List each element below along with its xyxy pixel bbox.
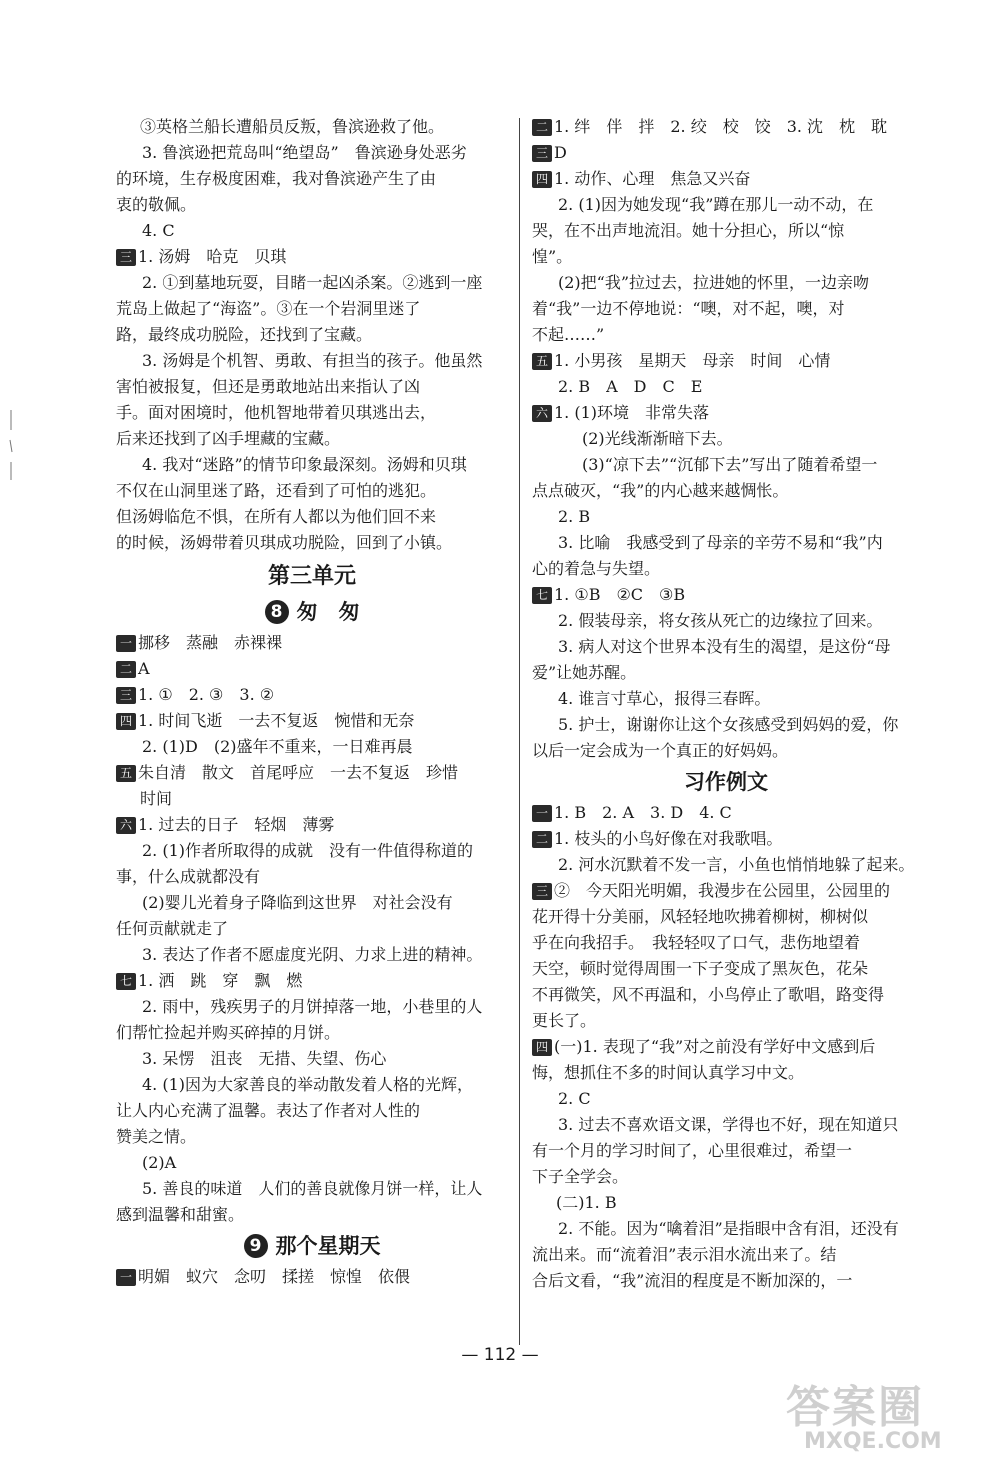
answer-line	[532, 1008, 920, 1034]
lesson-title	[116, 1230, 508, 1262]
answer-line	[116, 708, 508, 734]
question-number-badge: 六	[116, 817, 136, 834]
answer-line	[532, 1268, 920, 1294]
answer-text: 惶”。	[532, 247, 573, 266]
answer-text: 3. 病人对这个世界本没有生的渴望，是这份“母	[558, 637, 891, 656]
section-title: 习作例文	[684, 770, 768, 794]
answer-text: 手。面对困境时，他机智地带着贝琪逃出去，	[116, 403, 437, 422]
answer-line	[116, 916, 508, 942]
answer-line	[116, 400, 508, 426]
answer-text: (二)1. B	[556, 1193, 617, 1212]
watermark-logo	[776, 1371, 976, 1461]
question-number-badge: 七	[532, 587, 552, 604]
answer-line	[532, 452, 920, 478]
answer-line	[532, 244, 920, 270]
answer-text: 1. 动作、心理 焦急又兴奋	[554, 169, 751, 188]
answer-text: 1. 枝头的小鸟好像在对我歌唱。	[554, 829, 783, 848]
answer-line	[532, 686, 920, 712]
answer-text: 悔，想抓住不多的时间认真学习中文。	[532, 1063, 805, 1082]
answer-text: 花开得十分美丽，风轻轻地吹拂着柳树，柳树似	[532, 907, 869, 926]
answer-line	[116, 478, 508, 504]
answer-text: 4. 谁言寸草心，报得三春晖。	[558, 689, 771, 708]
lesson-name: 那个星期天	[275, 1234, 381, 1258]
answer-line	[116, 192, 508, 218]
answer-text: 害怕被报复，但还是勇敢地站出来指认了凶	[116, 377, 421, 396]
answer-text: D	[554, 143, 567, 162]
answer-text: 明媚 蚁穴 念叨 揉搓 惊惶 依偎	[138, 1267, 411, 1286]
answer-line	[532, 296, 920, 322]
question-number-badge: 五	[532, 353, 552, 370]
question-number-badge: 二	[532, 831, 552, 848]
answer-line	[532, 738, 920, 764]
answer-text: 下子全学会。	[532, 1167, 629, 1186]
answer-text: 5. 护士，谢谢你让这个女孩感受到妈妈的爱，你	[558, 715, 899, 734]
answer-line	[532, 982, 920, 1008]
page-number: — 112 —	[461, 1345, 539, 1365]
question-number-badge: 二	[532, 119, 552, 136]
answer-text: 后来还找到了凶手埋藏的宝藏。	[116, 429, 341, 448]
question-number-badge: 三	[532, 145, 552, 162]
answer-text: 着“我”一边不停地说：“噢，对不起，噢，对	[532, 299, 845, 318]
answer-text: 4. (1)因为大家善良的举动散发着人格的光辉，	[142, 1075, 474, 1094]
answer-text: 1. ①B ②C ③B	[554, 585, 686, 604]
answer-text: 朱自清 散文 首尾呼应 一去不复返 珍惜	[138, 763, 459, 782]
answer-line	[532, 1242, 920, 1268]
answer-text: 2. 河水沉默着不发一言，小鱼也悄悄地躲了起来。	[558, 855, 915, 874]
answer-text: 事，什么成就都没有	[116, 867, 261, 886]
answer-line	[532, 114, 920, 140]
question-number-badge: 二	[116, 661, 136, 678]
answer-line	[532, 322, 920, 348]
answer-line	[116, 1098, 508, 1124]
answer-text: 3. 表达了作者不愿虚度光阴、力求上进的精神。	[142, 945, 483, 964]
answer-text: 1. 小男孩 星期天 母亲 时间 心情	[554, 351, 831, 370]
answer-line	[532, 270, 920, 296]
answer-text: 1. 时间飞逝 一去不复返 惋惜和无奈	[138, 711, 415, 730]
question-number-badge: 三	[532, 883, 552, 900]
answer-line	[532, 582, 920, 608]
answer-text: 点点破灭，“我”的内心越来越惆怅。	[532, 481, 789, 500]
answer-text: 荒岛上做起了“海盗”。③在一个岩洞里迷了	[116, 299, 421, 318]
lesson-name: 匆 匆	[296, 600, 360, 624]
answer-line	[532, 478, 920, 504]
answer-line	[116, 452, 508, 478]
watermark-bottom: MXQE.COM	[804, 1429, 942, 1454]
answer-line	[532, 930, 920, 956]
answer-line	[532, 634, 920, 660]
answer-line	[532, 504, 920, 530]
answer-text: 感到温馨和甜蜜。	[116, 1205, 245, 1224]
question-number-badge: 四	[116, 713, 136, 730]
answer-line	[532, 1216, 920, 1242]
answer-text: 1. B 2. A 3. D 4. C	[554, 803, 732, 822]
answer-text: 1. 绊 伴 拌 2. 绞 校 饺 3. 沈 枕 耽	[554, 117, 888, 136]
answer-line	[116, 1124, 508, 1150]
question-number-badge: 四	[532, 171, 552, 188]
lesson-title	[116, 596, 508, 628]
answer-text: 让人内心充满了温馨。表达了作者对人性的	[116, 1101, 421, 1120]
answer-line	[116, 890, 508, 916]
answer-text: 1. 过去的日子 轻烟 薄雾	[138, 815, 335, 834]
answer-text: (2)婴儿光着身子降临到这世界 对社会没有	[142, 893, 453, 912]
answer-text: 心的着急与失望。	[532, 559, 661, 578]
answer-text: (一)1. 表现了“我”对之前没有学好中文感到后	[554, 1037, 876, 1056]
answer-text: 1. ① 2. ③ 3. ②	[138, 685, 275, 704]
question-number-badge: 五	[116, 765, 136, 782]
answer-line	[532, 826, 920, 852]
answer-line	[116, 426, 508, 452]
answer-line	[532, 660, 920, 686]
answer-line	[116, 1046, 508, 1072]
answer-text: 任何贡献就走了	[116, 919, 229, 938]
answer-text: (2)光线渐渐暗下去。	[582, 429, 733, 448]
answer-text: 4. 我对“迷路”的情节印象最深刻。汤姆和贝琪	[142, 455, 467, 474]
answer-line	[532, 1138, 920, 1164]
answer-line	[116, 734, 508, 760]
answer-text: 3. 呆愣 沮丧 无措、失望、伤心	[142, 1049, 387, 1068]
answer-text: 但汤姆临危不惧，在所有人都以为他们回不来	[116, 507, 437, 526]
lesson-number: 9	[244, 1234, 268, 1258]
answer-text: 1. 汤姆 哈克 贝琪	[138, 247, 287, 266]
answer-line	[532, 556, 920, 582]
answer-line	[116, 1020, 508, 1046]
answer-line	[116, 760, 508, 786]
answer-line	[116, 838, 508, 864]
answer-line	[532, 878, 920, 904]
watermark-top: 答案圈	[786, 1382, 924, 1433]
answer-line	[532, 712, 920, 738]
answer-text: 1. 洒 跳 穿 飘 燃	[138, 971, 303, 990]
answer-text: 2. (1)因为她发现“我”蹲在那儿一动不动，在	[558, 195, 874, 214]
answer-line	[116, 348, 508, 374]
answer-line	[532, 800, 920, 826]
answer-line	[116, 942, 508, 968]
answer-line	[532, 1164, 920, 1190]
answer-line	[532, 1060, 920, 1086]
answer-text: 2. ①到墓地玩耍，目睹一起凶杀案。②逃到一座	[142, 273, 483, 292]
answer-text: 更长了。	[532, 1011, 597, 1030]
answer-text: 流出来。而“流着泪”表示泪水流出来了。结	[532, 1245, 837, 1264]
question-number-badge: 三	[116, 249, 136, 266]
answer-text: (2)A	[142, 1153, 177, 1172]
question-number-badge: 六	[532, 405, 552, 422]
right-answer-column	[532, 114, 920, 1294]
answer-text: 5. 善良的味道 人们的善良就像月饼一样，让人	[142, 1179, 483, 1198]
answer-line	[116, 218, 508, 244]
answer-text: 2. (1)D (2)盛年不重来，一日难再晨	[142, 737, 413, 756]
answer-line	[116, 530, 508, 556]
answer-text: 3. 鲁滨逊把荒岛叫“绝望岛” 鲁滨逊身处恶劣	[142, 143, 467, 162]
answer-text: 1. (1)环境 非常失落	[554, 403, 710, 422]
answer-text: 天空，顿时觉得周围一下子变成了黑灰色，花朵	[532, 959, 869, 978]
answer-text: 4. C	[142, 221, 175, 240]
answer-line	[116, 968, 508, 994]
binding-mark	[8, 410, 14, 480]
answer-line	[116, 1150, 508, 1176]
lesson-number: 8	[265, 600, 289, 624]
answer-line	[532, 192, 920, 218]
answer-line	[116, 166, 508, 192]
answer-text: 2. 雨中，残疾男子的月饼掉落一地，小巷里的人	[142, 997, 483, 1016]
answer-line	[532, 1034, 920, 1060]
answer-line	[116, 864, 508, 890]
answer-text: 以后一定会成为一个真正的好妈妈。	[532, 741, 789, 760]
question-number-badge: 一	[116, 1269, 136, 1286]
answer-line	[116, 682, 508, 708]
answer-line	[532, 374, 920, 400]
answer-text: 2. B	[558, 507, 591, 526]
answer-line	[532, 426, 920, 452]
answer-text: A	[138, 659, 150, 678]
answer-line	[116, 504, 508, 530]
answer-line	[116, 994, 508, 1020]
answer-text: (2)把“我”拉过去，拉进她的怀里，一边亲吻	[558, 273, 870, 292]
answer-line	[532, 1112, 920, 1138]
question-number-badge: 三	[116, 687, 136, 704]
answer-text: 不起……”	[532, 325, 605, 344]
answer-text: 3. 过去不喜欢语文课，学得也不好，现在知道只	[558, 1115, 899, 1134]
answer-text: (3)“凉下去”“沉郁下去”写出了随着希望一	[582, 455, 878, 474]
answer-text: 2. (1)作者所取得的成就 没有一件值得称道的	[142, 841, 474, 860]
answer-line	[532, 608, 920, 634]
answer-line	[532, 348, 920, 374]
answer-text: 2. B A D C E	[558, 377, 703, 396]
answer-text: 合后文看，“我”流泪的程度是不断加深的，一	[532, 1271, 853, 1290]
answer-line	[116, 374, 508, 400]
answer-text: 2. C	[558, 1089, 591, 1108]
answer-line	[532, 904, 920, 930]
answer-text: 不仅在山洞里迷了路，还看到了可怕的逃犯。	[116, 481, 437, 500]
question-number-badge: 一	[532, 805, 552, 822]
left-answer-column	[116, 114, 508, 1290]
question-number-badge: 一	[116, 635, 136, 652]
answer-line	[116, 244, 508, 270]
answer-text: 不再微笑，风不再温和，小鸟停止了歌唱，路变得	[532, 985, 885, 1004]
answer-line	[532, 400, 920, 426]
answer-text: 3. 比喻 我感受到了母亲的辛劳不易和“我”内	[558, 533, 883, 552]
answer-text: 哭，在不出声地流泪。她十分担心，所以“惊	[532, 221, 845, 240]
answer-line	[116, 270, 508, 296]
answer-line	[116, 114, 508, 140]
answer-text: ③英格兰船长遭船员反叛，鲁滨逊救了他。	[140, 117, 445, 136]
answer-line	[532, 166, 920, 192]
answer-text: 挪移 蒸融 赤裸裸	[138, 633, 283, 652]
answer-line	[532, 956, 920, 982]
answer-text: 2. 假装母亲，将女孩从死亡的边缘拉了回来。	[558, 611, 883, 630]
answer-line	[116, 1264, 508, 1290]
answer-text: 3. 汤姆是个机智、勇敢、有担当的孩子。他虽然	[142, 351, 483, 370]
column-divider	[519, 118, 520, 1345]
answer-text: 的环境，生存极度困难，我对鲁滨逊产生了由	[116, 169, 437, 188]
answer-line	[532, 530, 920, 556]
question-number-badge: 四	[532, 1039, 552, 1056]
answer-text: 2. 不能。因为“噙着泪”是指眼中含有泪，还没有	[558, 1219, 899, 1238]
answer-text: 爱”让她苏醒。	[532, 663, 637, 682]
answer-line	[116, 140, 508, 166]
question-number-badge: 七	[116, 973, 136, 990]
answer-text: 乎在向我招手。 我轻轻叹了口气，悲伤地望着	[532, 933, 861, 952]
answer-line	[532, 1190, 920, 1216]
answer-text: 衷的敬佩。	[116, 195, 197, 214]
answer-line	[116, 786, 508, 812]
answer-text: 赞美之情。	[116, 1127, 197, 1146]
answer-line	[116, 656, 508, 682]
answer-text: ② 今天阳光明媚，我漫步在公园里，公园里的	[554, 881, 891, 900]
answer-text: 有一个月的学习时间了，心里很难过，希望一	[532, 1141, 853, 1160]
answer-line	[532, 852, 920, 878]
answer-line	[116, 630, 508, 656]
answer-text: 路，最终成功脱险，还找到了宝藏。	[116, 325, 373, 344]
answer-line	[116, 1176, 508, 1202]
answer-line	[116, 322, 508, 348]
answer-line	[116, 812, 508, 838]
answer-line	[116, 1202, 508, 1228]
answer-text: 时间	[140, 789, 173, 808]
unit-title: 第三单元	[267, 564, 356, 589]
answer-line	[532, 1086, 920, 1112]
answer-line	[532, 140, 920, 166]
answer-text: 们帮忙捡起并购买碎掉的月饼。	[116, 1023, 341, 1042]
answer-line	[116, 296, 508, 322]
answer-line	[116, 1072, 508, 1098]
answer-line	[532, 218, 920, 244]
answer-text: 的时候，汤姆带着贝琪成功脱险，回到了小镇。	[116, 533, 453, 552]
